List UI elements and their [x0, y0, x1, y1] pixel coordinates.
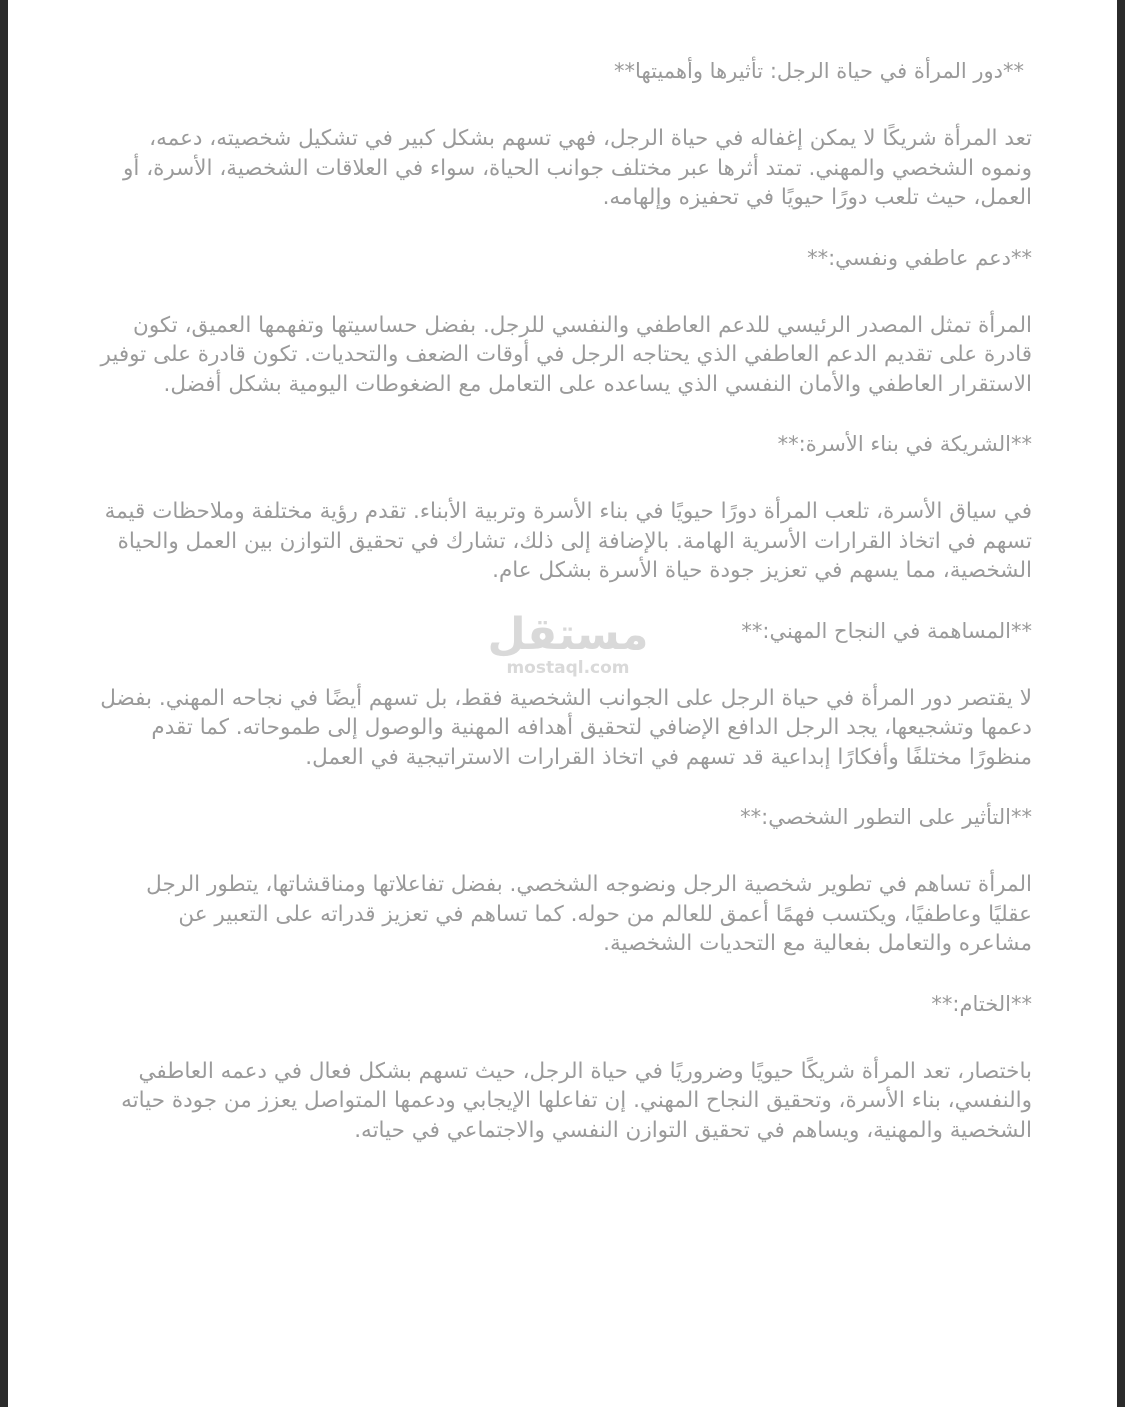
section-heading-conclusion: **الختام:**	[931, 991, 1032, 1016]
section-body-career: لا يقتصر دور المرأة في حياة الرجل على الجوانب الشخصية فقط، بل تسهم أيضًا في نجاحه المهني. بفضل دعمها وتشجيعها، يجد الرجل الدافع الإضافي لتحقيق أهدافه المهنية والوصول إلى طموحاته. كما تقدم منظورًا مختلفًا وأفكارًا إبداعية قد تسهم في اتخاذ القرارات الاستراتيجية في العمل.	[100, 685, 1032, 770]
document-title: **دور المرأة في حياة الرجل: تأثيرها وأهميتها**	[614, 59, 1024, 83]
intro-paragraph: تعد المرأة شريكًا لا يمكن إغفاله في حياة الرجل، فهي تسهم بشكل كبير في تشكيل شخصيته، دعمه، ونموه الشخصي والمهني. تمتد أثرها عبر مختلف جوانب الحياة، سواء في العلاقات الشخصية، الأسرة، أو العمل، حيث تلعب دورًا حيويًا في تحفيزه وإلهامه.	[123, 126, 1032, 210]
section-heading-family: **الشريكة في بناء الأسرة:**	[777, 432, 1032, 456]
section-heading-personal-growth: **التأثير على التطور الشخصي:**	[740, 805, 1032, 829]
section-body-emotional-support: المرأة تمثل المصدر الرئيسي للدعم العاطفي والنفسي للرجل. بفضل حساسيتها وتفهمها العميق، تكون قادرة على تقديم الدعم العاطفي الذي يحتاجه الرجل في أوقات الضعف والتحديات. تكون قادرة على توفير الاستقرار العاطفي والأمان النفسي الذي يساعده على التعامل مع الضغوطات اليومية بشكل أفضل.	[100, 312, 1032, 397]
document-page	[8, 0, 1117, 1407]
section-heading-career: **المساهمة في النجاح المهني:**	[741, 618, 1032, 643]
watermark-arabic-logo: مستقل	[487, 609, 649, 660]
section-body-conclusion: باختصار، تعد المرأة شريكًا حيويًا وضروريًا في حياة الرجل، حيث تسهم بشكل فعال في دعمه العاطفي والنفسي، بناء الأسرة، وتحقيق النجاح المهني. إن تفاعلها الإيجابي ودعمها المتواصل يعزز من جودة حياته الشخصية والمهنية، ويساهم في تحقيق التوازن النفسي والاجتماعي في حياته.	[121, 1058, 1032, 1143]
mostaql-watermark	[478, 609, 658, 678]
section-heading-emotional-support: **دعم عاطفي ونفسي:**	[807, 245, 1032, 270]
section-body-family: في سياق الأسرة، تلعب المرأة دورًا حيويًا في بناء الأسرة وتربية الأبناء. تقدم رؤية مختلفة وملاحظات قيمة تسهم في اتخاذ القرارات الأسرية الهامة. بالإضافة إلى ذلك، تشارك في تحقيق التوازن بين العمل والحياة الشخصية، مما يسهم في تعزيز جودة حياة الأسرة بشكل عام.	[104, 499, 1032, 583]
section-body-personal-growth: المرأة تساهم في تطوير شخصية الرجل ونضوجه الشخصي. بفضل تفاعلاتها ومناقشاتها، يتطور الرجل عقليًا وعاطفيًا، ويكتسب فهمًا أعمق للعالم من حوله. كما تساهم في تعزيز قدراته على التعبير عن مشاعره والتعامل بفعالية مع التحديات الشخصية.	[146, 872, 1032, 956]
watermark-domain: mostaql.com	[506, 658, 630, 678]
